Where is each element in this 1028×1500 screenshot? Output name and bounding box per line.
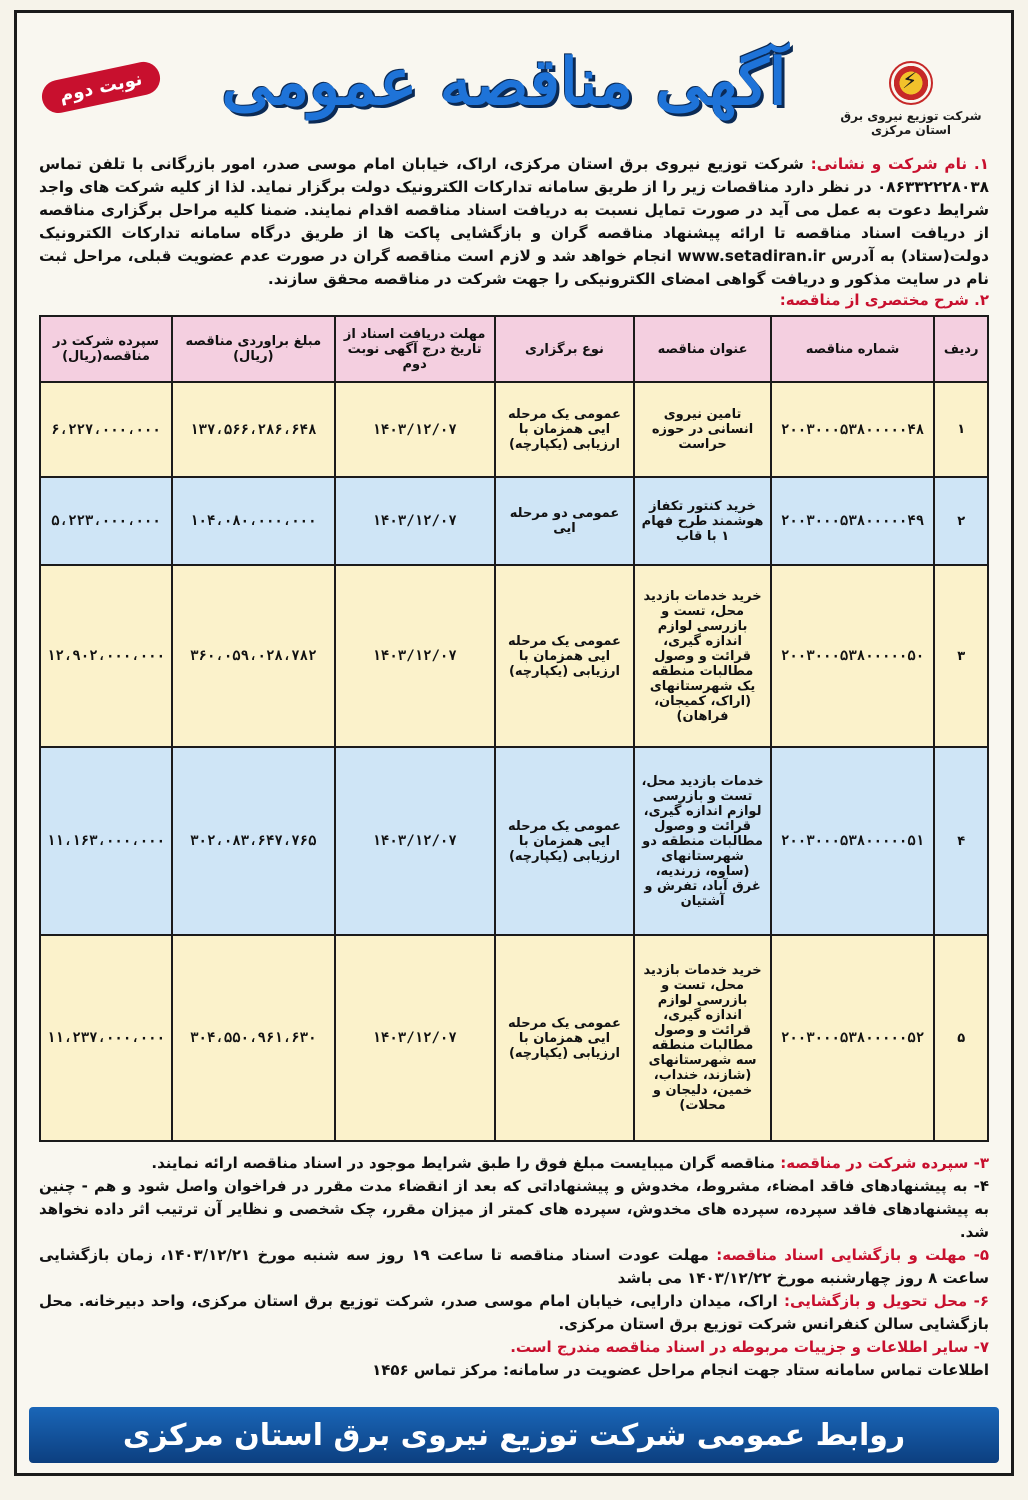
- tender-deposit: ۱۱،۲۳۷،۰۰۰،۰۰۰: [40, 935, 172, 1141]
- note-6: [39, 1290, 989, 1336]
- lightning-icon: [889, 61, 933, 105]
- note-7: ۷- سایر اطلاعات و جزییات مربوطه در اسناد مناقصه مندرج است.: [510, 1338, 989, 1356]
- col-deposit: سپرده شرکت در مناقصه(ریال): [40, 316, 172, 382]
- note-5-heading: ۵- مهلت و بازگشایی اسناد مناقصه:: [716, 1246, 989, 1264]
- row-index: ۱: [934, 382, 988, 477]
- tender-deposit: ۱۱،۱۶۳،۰۰۰،۰۰۰: [40, 747, 172, 935]
- tender-number: ۲۰۰۳۰۰۰۵۳۸۰۰۰۰۰۴۸: [771, 382, 935, 477]
- tender-type: عمومی یک مرحله ایی همزمان با ارزیابی (یکپارچه): [495, 382, 635, 477]
- note-3-heading: ۳- سپرده شرکت در مناقصه:: [780, 1154, 989, 1172]
- tender-deadline: ۱۴۰۳/۱۲/۰۷: [335, 747, 495, 935]
- tender-deposit: ۶،۲۲۷،۰۰۰،۰۰۰: [40, 382, 172, 477]
- tender-estimate: ۳۰۴،۵۵۰،۹۶۱،۶۳۰: [172, 935, 335, 1141]
- tender-subject: خرید خدمات بازدید محل، تست و بازرسی لوازم اندازه گیری، قرائت و وصول مطالبات منطقه یک شهرستانهای (اراک، کمیجان، فراهان): [634, 565, 770, 747]
- intro-heading: ۱. نام شرکت و نشانی:: [810, 155, 990, 173]
- table-header-row: [40, 316, 988, 382]
- note-3-body: مناقصه گران میبایست مبلغ فوق را طبق شرایط موجود در اسناد مناقصه ارائه نمایند.: [151, 1154, 775, 1172]
- section-2-heading: ۲. شرح مختصری از مناقصه:: [779, 291, 989, 309]
- intro-paragraph: [39, 153, 989, 291]
- table-row: [40, 477, 988, 565]
- tender-estimate: ۳۶۰،۰۵۹،۰۲۸،۷۸۲: [172, 565, 335, 747]
- tender-deposit: ۱۲،۹۰۲،۰۰۰،۰۰۰: [40, 565, 172, 747]
- col-estimate: مبلغ براوردی مناقصه (ریال): [172, 316, 335, 382]
- tender-table: [39, 315, 989, 1142]
- table-row: [40, 747, 988, 935]
- tender-estimate: ۱۰۴،۰۸۰،۰۰۰،۰۰۰: [172, 477, 335, 565]
- tender-type: عمومی یک مرحله ایی همزمان با ارزیابی (یکپارچه): [495, 565, 635, 747]
- col-type: نوع برگزاری: [495, 316, 635, 382]
- contact-line: اطلاعات تماس سامانه ستاد جهت انجام مراحل عضویت در سامانه: مرکز تماس ۱۴۵۶: [372, 1361, 989, 1379]
- note-5: [39, 1244, 989, 1290]
- tender-subject: خرید خدمات بازدید محل، تست و بازرسی لوازم اندازه گیری، قرائت و وصول مطالبات منطقه سه شهرستانهای (شازند، خنداب، خمین، دلیجان و محلات): [634, 935, 770, 1141]
- col-index: ردیف: [934, 316, 988, 382]
- company-logo: [831, 61, 991, 141]
- tender-estimate: ۱۳۷،۵۶۶،۲۸۶،۶۴۸: [172, 382, 335, 477]
- tender-number: ۲۰۰۳۰۰۰۵۳۸۰۰۰۰۰۴۹: [771, 477, 935, 565]
- table-row: [40, 565, 988, 747]
- tender-subject: خرید کنتور تکفاز هوشمند طرح فهام ۱ با قاب: [634, 477, 770, 565]
- col-deadline: مهلت دریافت اسناد از تاریخ درج آگهی نوبت دوم: [335, 316, 495, 382]
- tender-notice: [14, 10, 1014, 1476]
- tender-type: عمومی دو مرحله ایی: [495, 477, 635, 565]
- note-4: ۴- به پیشنهادهای فاقد امضاء، مشروط، مخدوش و پیشنهاداتی که بعد از انقضاء مدت مقرر در فراخوان واصل شود و هم - چنین به پیشنهادهای فاقد سپرده، سپرده های مخدوش، سپرده های کمتر از میزان مقرر، چک شخصی و نظایر آن ترتیب اثر داده نخواهد شد.: [39, 1177, 989, 1241]
- notes: [39, 1152, 989, 1382]
- note-5-body: مهلت عودت اسناد مناقصه تا ساعت ۱۹ روز سه شنبه مورخ ۱۴۰۳/۱۲/۲۱، زمان بازگشایی ساعت ۸ روز چهارشنبه مورخ ۱۴۰۳/۱۲/۲۲ می باشد: [39, 1246, 989, 1287]
- row-index: ۳: [934, 565, 988, 747]
- tender-deposit: ۵،۲۲۳،۰۰۰،۰۰۰: [40, 477, 172, 565]
- tender-deadline: ۱۴۰۳/۱۲/۰۷: [335, 565, 495, 747]
- col-subject: عنوان مناقصه: [634, 316, 770, 382]
- tender-type: عمومی یک مرحله ایی همزمان با ارزیابی (یکپارچه): [495, 935, 635, 1141]
- tender-deadline: ۱۴۰۳/۱۲/۰۷: [335, 935, 495, 1141]
- header: [17, 13, 1011, 153]
- tender-estimate: ۳۰۲،۰۸۳،۶۴۷،۷۶۵: [172, 747, 335, 935]
- tender-deadline: ۱۴۰۳/۱۲/۰۷: [335, 382, 495, 477]
- tender-deadline: ۱۴۰۳/۱۲/۰۷: [335, 477, 495, 565]
- col-number: شماره مناقصه: [771, 316, 935, 382]
- tender-number: ۲۰۰۳۰۰۰۵۳۸۰۰۰۰۰۵۱: [771, 747, 935, 935]
- tender-number: ۲۰۰۳۰۰۰۵۳۸۰۰۰۰۰۵۲: [771, 935, 935, 1141]
- tender-subject: خدمات بازدید محل، تست و بازرسی لوازم اندازه گیری، قرائت و وصول مطالبات منطقه دو شهرستانهای (ساوه، زرندیه، غرق آباد، تفرش و آشتیان: [634, 747, 770, 935]
- note-6-heading: ۶- محل تحویل و بازگشایی:: [784, 1292, 989, 1310]
- round-badge: نوبت دوم: [39, 59, 163, 116]
- tender-number: ۲۰۰۳۰۰۰۵۳۸۰۰۰۰۰۵۰: [771, 565, 935, 747]
- intro-body: شرکت توزیع نیروی برق استان مرکزی، اراک، خیابان امام موسی صدر، امور بازرگانی با تلفن تماس ۰۸۶۳۳۲۲۲۸۰۳۸ در نظر دارد مناقصات زیر را از طریق سامانه تدارکات الکترونیک دولت برگزار نماید. لذا از کلیه شرکت های واجد شرایط دعوت به عمل می آید در صورت تمایل نسبت به دریافت اسناد مناقصه اقدام نمایند. ضمنا کلیه مراحل برگزاری مناقصه از دریافت اسناد مناقصه تا ارائه پیشنهاد مناقصه گران و بازگشایی پاکت ها از طریق درگاه سامانه تدارکات الکترونیک دولت(ستاد) به آدرس www.setadiran.ir انجام خواهد شد و لازم است مناقصه گران در صورت عدم عضویت قبلی، مراحل ثبت نام در سایت مذکور و دریافت گواهی امضای الکترونیکی را جهت شرکت در مناقصه محقق سازند.: [39, 155, 989, 288]
- row-index: ۵: [934, 935, 988, 1141]
- tender-subject: تامین نیروی انسانی در حوزه حراست: [634, 382, 770, 477]
- note-3: [39, 1152, 989, 1175]
- row-index: ۲: [934, 477, 988, 565]
- footer-banner: روابط عمومی شرکت توزیع نیروی برق استان مرکزی: [29, 1407, 999, 1463]
- table-row: [40, 382, 988, 477]
- row-index: ۴: [934, 747, 988, 935]
- logo-text: شرکت توزیع نیروی برق استان مرکزی: [840, 109, 982, 137]
- note-6-body: اراک، میدان دارایی، خیابان امام موسی صدر، شرکت توزیع برق استان مرکزی، واحد دبیرخانه. محل بازگشایی سالن کنفرانس شرکت توزیع برق استان مرکزی.: [39, 1292, 989, 1333]
- tender-type: عمومی یک مرحله ایی همزمان با ارزیابی (یکپارچه): [495, 747, 635, 935]
- table-row: [40, 935, 988, 1141]
- page-title: آگهی مناقصه عمومی: [221, 45, 787, 120]
